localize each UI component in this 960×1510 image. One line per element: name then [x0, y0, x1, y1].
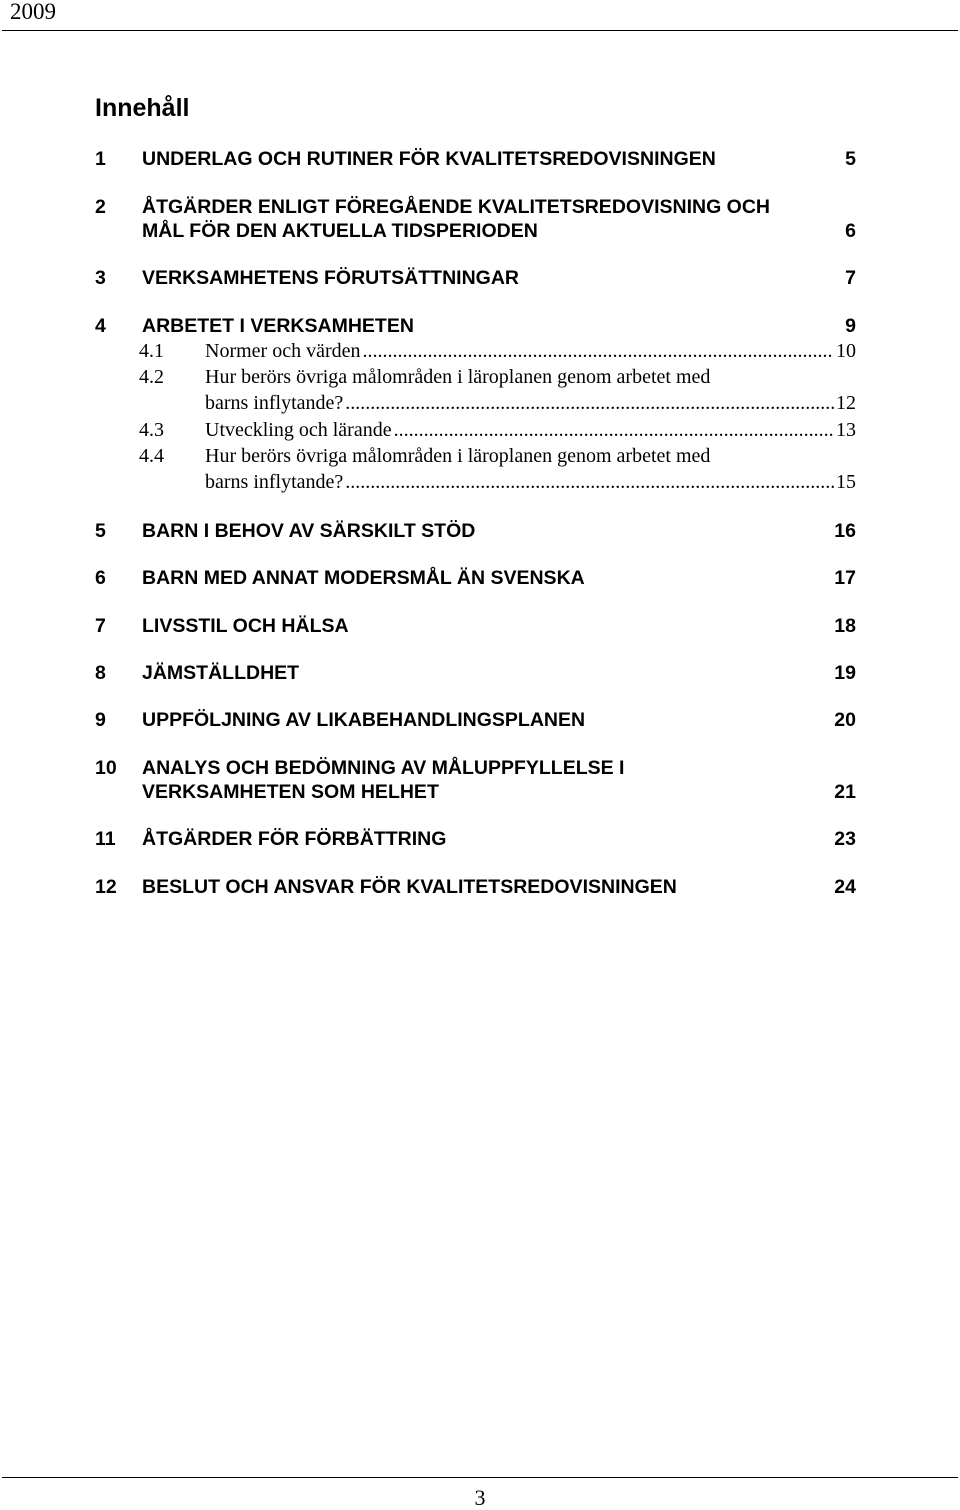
toc-entry-page: 7 [845, 267, 856, 289]
toc-entry-page: 24 [834, 876, 856, 898]
toc-entry-number: 4.1 [139, 340, 164, 362]
toc-entry-page: 10 [836, 340, 856, 362]
toc-entry-title: ARBETET I VERKSAMHETEN [142, 315, 414, 337]
toc-entry-title: barns inflytande? [205, 392, 344, 414]
toc-entry-title: BESLUT OCH ANSVAR FÖR KVALITETSREDOVISNINGEN [142, 876, 677, 898]
toc-entry-title: UPPFÖLJNING AV LIKABEHANDLINGSPLANEN [142, 709, 586, 731]
toc-entry-page: 18 [834, 615, 856, 637]
footer-rule [2, 1477, 958, 1478]
toc-entry-page: 19 [834, 662, 856, 684]
toc-entry-title: Hur berörs övriga målområden i läroplanen genom arbetet med [205, 366, 711, 388]
toc-entry-page: 15 [836, 471, 856, 493]
toc-entry-number: 7 [95, 615, 106, 637]
toc-entry-number: 8 [95, 662, 106, 684]
toc-entry-number: 12 [95, 876, 117, 898]
dot-leader [394, 417, 834, 443]
toc-entry-title: MÅL FÖR DEN AKTUELLA TIDSPERIODEN [142, 220, 538, 242]
toc-entry-number: 9 [95, 709, 106, 731]
toc-entry-title: Utveckling och lärande [205, 419, 392, 441]
toc-entry-title: VERKSAMHETEN SOM HELHET [142, 781, 439, 803]
toc-entry-title: ÅTGÄRDER ENLIGT FÖREGÅENDE KVALITETSREDOVISNING OCH [142, 196, 770, 218]
dot-leader [345, 469, 834, 495]
toc-entry-page: 13 [836, 419, 856, 441]
toc-entry-title: BARN MED ANNAT MODERSMÅL ÄN SVENSKA [142, 567, 585, 589]
toc-entry-number: 1 [95, 148, 106, 170]
toc-entry-number: 6 [95, 567, 106, 589]
toc-entry-page: 12 [836, 392, 856, 414]
toc-entry-number: 5 [95, 520, 106, 542]
toc-entry-number: 4 [95, 315, 106, 337]
toc-entry-title: ANALYS OCH BEDÖMNING AV MÅLUPPFYLLELSE I [142, 757, 625, 779]
toc-entry-page: 9 [845, 315, 856, 337]
toc-entry-title: barns inflytande? [205, 471, 344, 493]
toc-entry-title: JÄMSTÄLLDHET [142, 662, 300, 684]
toc-heading: Innehåll [95, 94, 190, 122]
dot-leader [363, 338, 835, 364]
toc-entry-title: LIVSSTIL OCH HÄLSA [142, 615, 349, 637]
toc-entry-title: Hur berörs övriga målområden i läroplanen genom arbetet med [205, 445, 711, 467]
toc-entry-page: 21 [834, 781, 856, 803]
toc-entry-number: 10 [95, 757, 117, 779]
dot-leader [345, 390, 834, 416]
toc-entry-title: Normer och värden [205, 340, 361, 362]
header-year: 2009 [10, 0, 56, 24]
toc-entry-number: 4.3 [139, 419, 164, 441]
toc-entry-number: 3 [95, 267, 106, 289]
toc-entry-page: 6 [845, 220, 856, 242]
toc-entry-title: VERKSAMHETENS FÖRUTSÄTTNINGAR [142, 267, 520, 289]
toc-entry-page: 20 [834, 709, 856, 731]
toc-entry-number: 4.2 [139, 366, 164, 388]
toc-entry-number: 2 [95, 196, 106, 218]
page-number: 3 [474, 1485, 486, 1510]
toc-entry-page: 23 [834, 828, 856, 850]
toc-entry-title: UNDERLAG OCH RUTINER FÖR KVALITETSREDOVISNINGEN [142, 148, 716, 170]
toc-entry-title: BARN I BEHOV AV SÄRSKILT STÖD [142, 520, 476, 542]
toc-entry-page: 17 [834, 567, 856, 589]
toc-entry-number: 4.4 [139, 445, 164, 467]
toc-entry-title: ÅTGÄRDER FÖR FÖRBÄTTRING [142, 828, 447, 850]
toc-entry-page: 5 [845, 148, 856, 170]
toc-entry-number: 11 [95, 828, 116, 850]
toc-entry-page: 16 [834, 520, 856, 542]
